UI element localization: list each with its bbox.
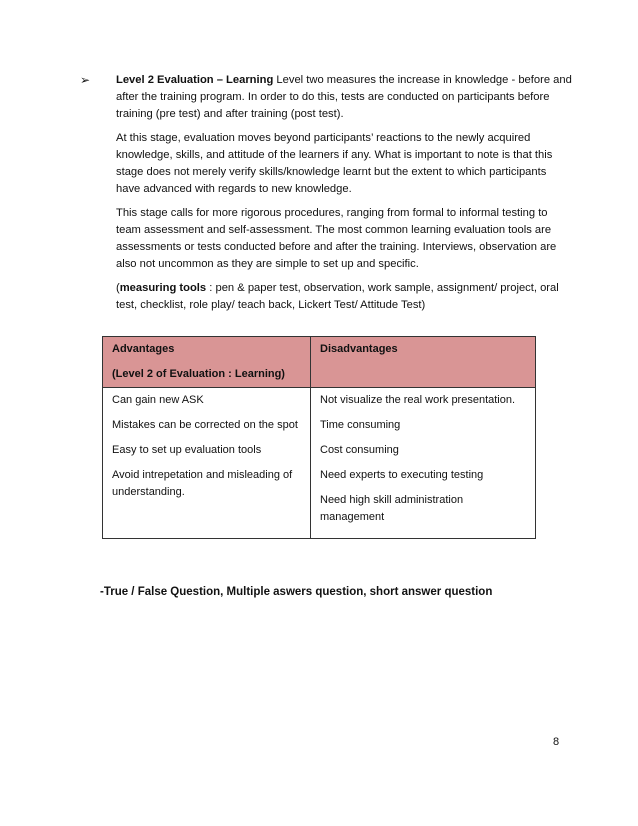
advantages-header-cell (103, 337, 311, 388)
intro-text: Level two measures the increase in knowledge - before and after the training program. In order to do this, tests are conducted on participants before training (pre test) and after training (post test). (116, 74, 572, 120)
intro-paragraph (116, 72, 572, 123)
advantage-item: Avoid intrepetation and misleading of understanding. (112, 469, 293, 498)
tools-open-paren: ( (116, 282, 120, 294)
page-number: 8 (553, 736, 560, 748)
arrow-bullet-icon: ➢ (80, 73, 91, 87)
advantages-cell (103, 388, 311, 539)
advantage-item: Easy to set up evaluation tools (112, 444, 262, 456)
table-header-row (103, 337, 536, 388)
advantages-subheader: (Level 2 of Evaluation : Learning) (112, 368, 285, 380)
section-heading: Level 2 Evaluation – Learning (116, 74, 274, 86)
tools-paragraph (116, 280, 572, 314)
advantages-header: Advantages (112, 343, 175, 355)
paragraph-3: This stage calls for more rigorous procedures, ranging from formal to informal testing to team assessment and self-assessment. The most common learning evaluation tools are assessments or tests conducted before and after the training. Interviews, observation are also not uncommon as they are simple to set up and specific. (116, 207, 557, 270)
disadvantages-header-cell (311, 337, 536, 388)
level2-section (116, 72, 572, 321)
paragraph-2: At this stage, evaluation moves beyond participants’ reactions to the newly acquired knowledge, skills, and attitude of the learners if any. What is important to note is that this stage does not merely verify skills/knowledge learnt but the extent to which participants have advanced with regards to new knowledge. (116, 132, 553, 195)
disadvantage-item: Cost consuming (320, 444, 399, 456)
disadvantage-item: Need experts to executing testing (320, 469, 484, 481)
disadvantages-header: Disadvantages (320, 343, 398, 355)
advantage-item: Mistakes can be corrected on the spot (112, 419, 298, 431)
disadvantage-item: Time consuming (320, 419, 401, 431)
question-types-line: -True / False Question, Multiple aswers question, short answer question (100, 586, 493, 598)
disadvantages-cell (311, 388, 536, 539)
advantages-table (102, 336, 536, 539)
table-row (103, 388, 536, 539)
disadvantage-item: Not visualize the real work presentation. (320, 394, 516, 406)
advantage-item: Can gain new ASK (112, 394, 204, 406)
disadvantage-item: Need high skill administration management (320, 494, 464, 523)
tools-label: measuring tools (119, 282, 207, 294)
tools-text: : pen & paper test, observation, work sample, assignment/ project, oral test, checklist, role play/ teach back, Lickert Test/ Attitude Test) (116, 282, 559, 311)
